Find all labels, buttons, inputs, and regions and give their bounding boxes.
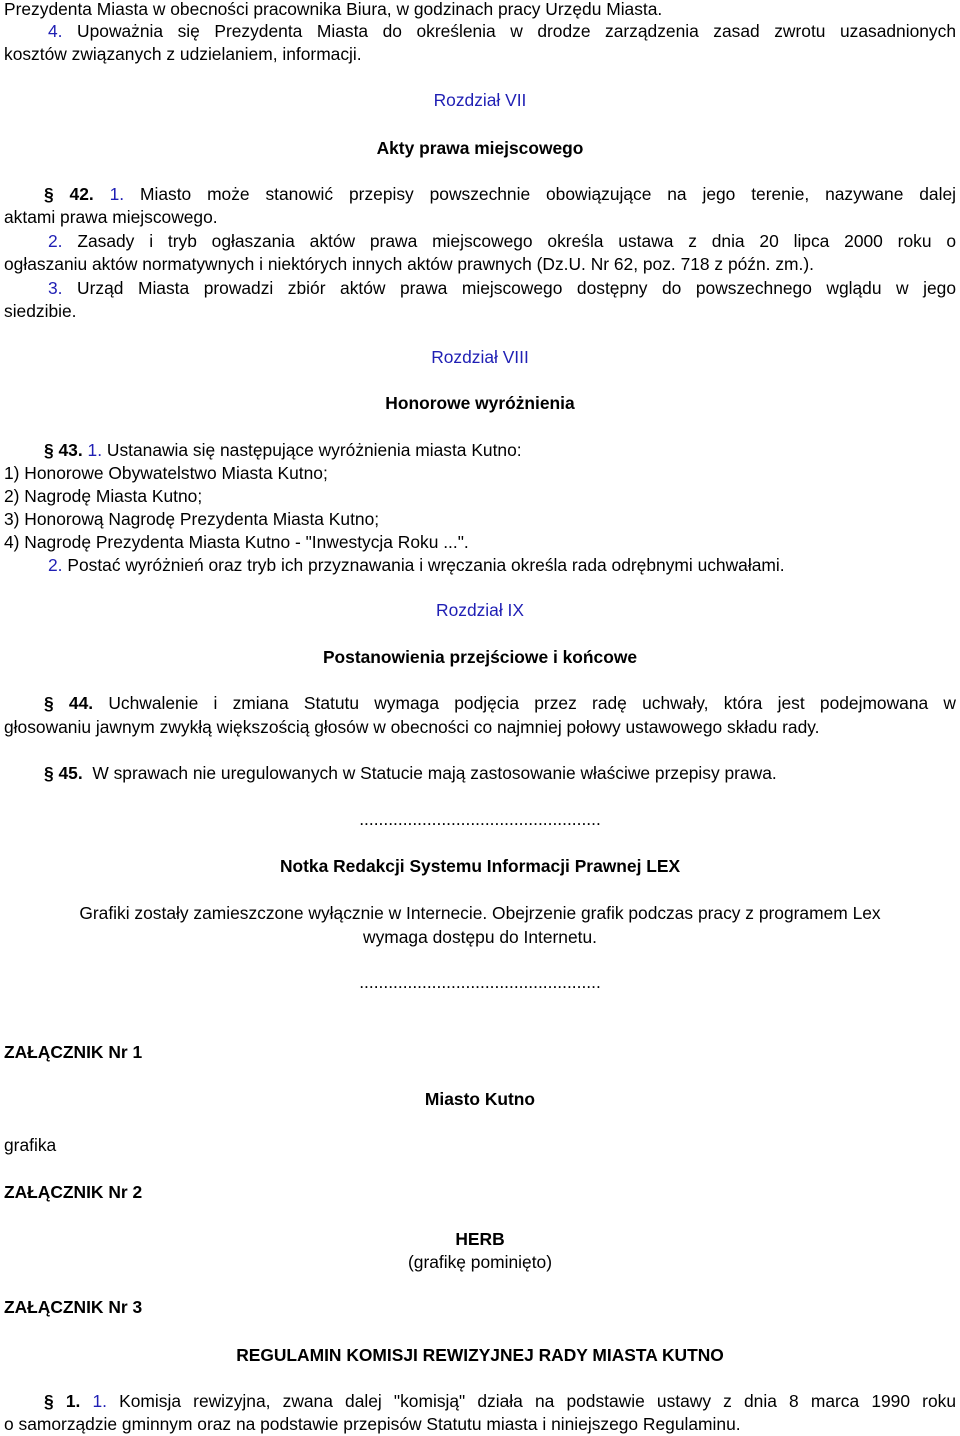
paragraph-line: ogłaszaniu aktów normatywnych i niektórych innych aktów prawnych (Dz.U. Nr 62, poz. 718 z późn. zm.). (4, 254, 814, 274)
item-text: Postać wyróżnień oraz tryb ich przyznawania i wręczania określa rada odrębnymi uchwałami. (67, 555, 785, 575)
paragraph-line: aktami prawa miejscowego. (4, 207, 218, 227)
note-text: wymaga dostępu do Internetu. (363, 927, 597, 947)
item-number: 1. (109, 184, 125, 204)
item-number: 1. (92, 1391, 107, 1411)
section-number: § 42. (44, 184, 94, 204)
paragraph-line: siedzibie. (4, 301, 77, 321)
attachment-title: ZAŁĄCZNIK Nr 3 (4, 1297, 143, 1317)
graphic-placeholder: grafika (4, 1135, 57, 1155)
paragraph-line (48, 554, 785, 576)
list-item: 1) Honorowe Obywatelstwo Miasta Kutno; (4, 463, 328, 483)
chapter-heading: Rozdział VIII (431, 347, 529, 367)
item-text: Urząd Miasta prowadzi zbiór aktów prawa miejscowego dostępny do powszechnego wglądu w jego (77, 278, 956, 298)
attachment-center-title: Miasto Kutno (424, 1089, 536, 1109)
item-text: Miasto może stanowić przepisy powszechnie obowiązujące na jego terenie, nazywane dalej (139, 184, 956, 204)
note-text: Grafiki zostały zamieszczone wyłącznie w Internecie. Obejrzenie grafik podczas pracy z programem Lex (79, 903, 881, 923)
item-number: 1. (87, 440, 103, 460)
regulation-heading: REGULAMIN KOMISJI REWIZYJNEJ RADY MIASTA KUTNO (236, 1345, 724, 1365)
paragraph-line (48, 230, 956, 252)
attachment-center-title: HERB (455, 1229, 505, 1249)
chapter-title: Honorowe wyróżnienia (385, 393, 575, 413)
text-line (48, 20, 956, 42)
separator-dots: .................................................. (359, 809, 601, 829)
separator-dots: .................................................. (359, 972, 601, 992)
section-number: § 1. (44, 1391, 81, 1411)
item-number: 3. (48, 278, 63, 298)
chapter-title: Akty prawa miejscowego (376, 138, 584, 158)
item-text: Uchwalenie i zmiana Statutu wymaga podjęcia przez radę uchwały, która jest podejmowana w (108, 693, 956, 713)
item-number: 2. (48, 555, 63, 575)
paragraph-line (44, 1390, 956, 1412)
item-text: Upoważnia się Prezydenta Miasta do określenia w drodze zarządzenia zasad zwrotu uzasadnionych (77, 21, 956, 41)
section-number: § 44. (44, 693, 94, 713)
paragraph-line: o samorządzie gminnym oraz na podstawie przepisów Statutu miasta i niniejszego Regulaminu. (4, 1414, 741, 1434)
paragraph-line (44, 692, 956, 714)
item-text: Zasady i tryb ogłaszania aktów prawa miejscowego określa ustawa z dnia 20 lipca 2000 roku o (77, 231, 956, 251)
paragraph-line (44, 183, 956, 205)
paragraph-line (48, 277, 956, 299)
attachment-title: ZAŁĄCZNIK Nr 1 (4, 1042, 143, 1062)
attachment-subtitle: (grafikę pominięto) (407, 1252, 553, 1272)
attachment-title: ZAŁĄCZNIK Nr 2 (4, 1182, 143, 1202)
paragraph-line (44, 762, 777, 784)
item-text: W sprawach nie uregulowanych w Statucie mają zastosowanie właściwe przepisy prawa. (92, 763, 777, 783)
list-item: 4) Nagrodę Prezydenta Miasta Kutno - "Inwestycja Roku ...". (4, 532, 469, 552)
text-line: kosztów związanych z udzielaniem, informacji. (4, 44, 362, 64)
item-text: Ustanawia się następujące wyróżnienia miasta Kutno: (106, 440, 522, 460)
item-text: Komisja rewizyjna, zwana dalej "komisją" działa na podstawie ustawy z dnia 8 marca 1990 roku (119, 1391, 956, 1411)
note-title: Notka Redakcji Systemu Informacji Prawnej LEX (279, 856, 681, 876)
item-number: 2. (48, 231, 63, 251)
list-item: 2) Nagrodę Miasta Kutno; (4, 486, 203, 506)
chapter-heading: Rozdział IX (436, 600, 524, 620)
paragraph-line (44, 439, 522, 461)
list-item: 3) Honorową Nagrodę Prezydenta Miasta Kutno; (4, 509, 380, 529)
chapter-title: Postanowienia przejściowe i końcowe (322, 647, 638, 667)
paragraph-line: głosowaniu jawnym zwykłą większością głosów w obecności co najmniej połowy ustawowego składu rady. (4, 717, 820, 737)
item-number: 4. (48, 21, 63, 41)
section-number: § 45. (44, 763, 83, 783)
chapter-heading: Rozdział VII (433, 90, 527, 110)
text-line: Prezydenta Miasta w obecności pracownika Biura, w godzinach pracy Urzędu Miasta. (4, 0, 663, 19)
section-number: § 43. (44, 440, 83, 460)
